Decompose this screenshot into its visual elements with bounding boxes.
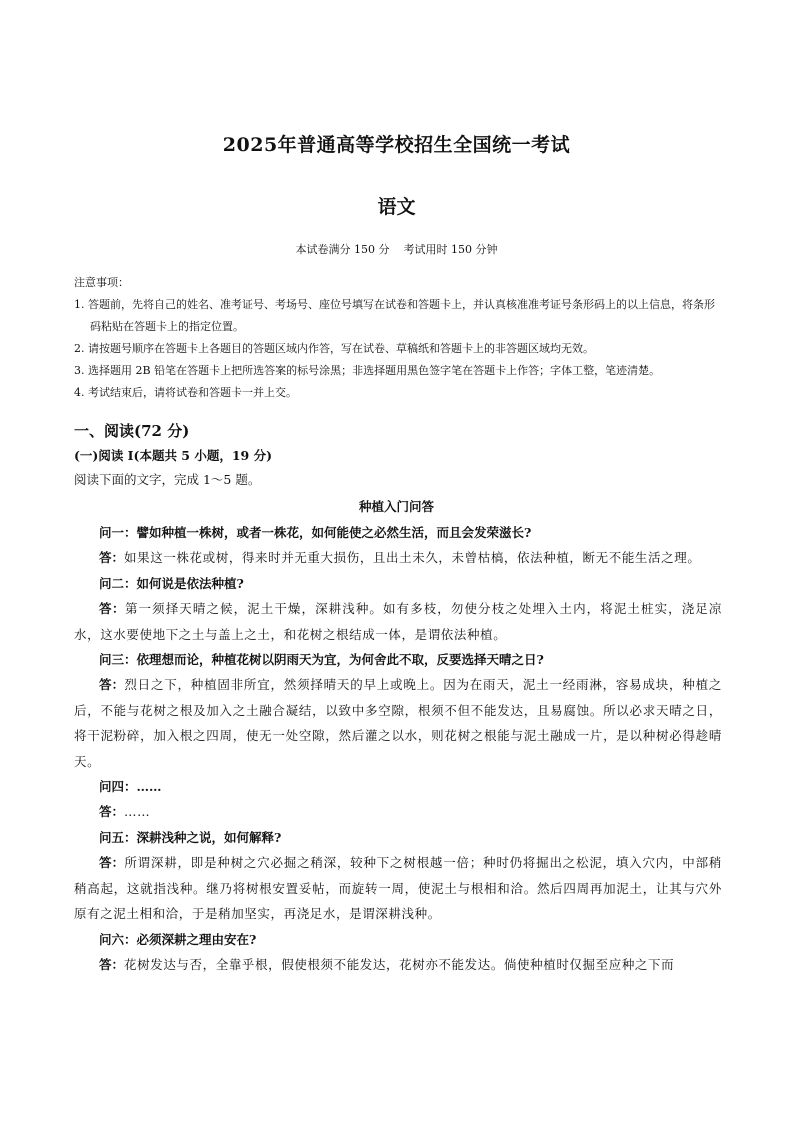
subsection-title: (一)阅读 I(本题共 5 小题，19 分)	[74, 448, 273, 463]
answer-label: 答：	[99, 677, 125, 693]
question: 问二：如何说是依法种植?	[99, 575, 244, 591]
qa-passage	[74, 520, 722, 977]
notice-item: 4. 考试结束后，请将试卷和答题卡一并上交。	[74, 386, 297, 399]
answer	[74, 952, 722, 977]
notice-item: 1. 答题前，先将自己的姓名、准考证号、考场号、座位号填写在试卷和答题卡上，并认真核准准考证号条形码上的以上信息，将条形码粘贴在答题卡上的指定位置。	[74, 298, 715, 333]
answer-text: 第一须择天晴之候，泥土干燥，深耕浅种。如有多枝，勿使分枝之处埋入土内，将泥土桩实，浇足凉水，这水要使地下之土与盖上之土，和花树之根结成一体，是谓依法种植。	[74, 601, 722, 642]
question: 问五：深耕浅种之说，如何解释?	[99, 829, 282, 845]
answer-label: 答：	[99, 855, 125, 871]
answer	[74, 596, 722, 647]
answer-text: 花树发达与否，全靠乎根，假使根须不能发达，花树亦不能发达。倘使种植时仅掘至应种之下而	[124, 956, 675, 972]
question: 问六：必须深耕之理由安在?	[99, 931, 257, 947]
answer	[74, 799, 722, 824]
exam-title: 2025年普通高等学校招生全国统一考试	[222, 134, 571, 156]
exam-info: 本试卷满分 150 分 考试用时 150 分钟	[295, 243, 498, 256]
answer-text: 如果这一株花或树，得来时并无重大损伤，且出土未久，未曾枯槁，依法种植，断无不能生活之理。	[124, 550, 701, 566]
question: 问四：……	[99, 779, 162, 795]
notice-heading: 注意事项：	[74, 276, 129, 289]
question: 问一：譬如种植一株树，或者一株花，如何能使之必然生活，而且会发荣滋长?	[99, 525, 532, 540]
subject-title: 语文	[377, 196, 416, 218]
passage-title: 种植入门问答	[358, 499, 434, 514]
notice-block	[74, 272, 724, 404]
answer-label: 答：	[99, 956, 125, 972]
notice-item: 3. 选择题用 2B 铅笔在答题卡上把所选答案的标号涂黑；非选择题用黑色签字笔在答题卡上作答；字体工整，笔迹清楚。	[74, 364, 661, 377]
notice-item: 2. 请按题号顺序在答题卡上各题目的答题区域内作答，写在试卷、草稿纸和答题卡上的非答题区域均无效。	[74, 342, 594, 355]
section-title: 一、阅读(72 分)	[74, 422, 190, 440]
answer-text: 所谓深耕，即是种树之穴必掘之稍深，较种下之树根越一倍；种时仍将掘出之松泥，填入穴内，中部稍稍高起，这就指浅种。继乃将树根安置妥帖，而旋转一周，使泥土与根相和洽。然后四周再加泥土，让其与穴外原有之泥土相和洽，于是稍加坚实，再浇足水，是谓深耕浅种。	[74, 855, 722, 922]
answer-label: 答：	[99, 550, 125, 566]
answer	[74, 672, 722, 774]
question: 问三：依理想而论，种植花树以阴雨天为宜，为何舍此不取，反要选择天晴之日?	[99, 652, 544, 668]
answer	[74, 850, 722, 926]
instruction-text: 阅读下面的文字，完成 1～5 题。	[74, 472, 261, 487]
answer-text: 烈日之下，种植固非所宜，然须择晴天的早上或晚上。因为在雨天，泥土一经雨淋，容易成块，种植之后，不能与花树之根及加入之土融合凝结，以致中多空隙，根须不但不能发达，且易腐蚀。所以必求天晴之日，将干泥粉碎，加入根之四周，使无一处空隙，然后灌之以水，则花树之根能与泥土融成一片，是以种树必得趁晴天。	[74, 677, 722, 769]
answer-label: 答：	[99, 601, 125, 617]
answer	[74, 545, 722, 570]
answer-text: ……	[124, 804, 151, 820]
answer-label: 答：	[99, 804, 125, 820]
